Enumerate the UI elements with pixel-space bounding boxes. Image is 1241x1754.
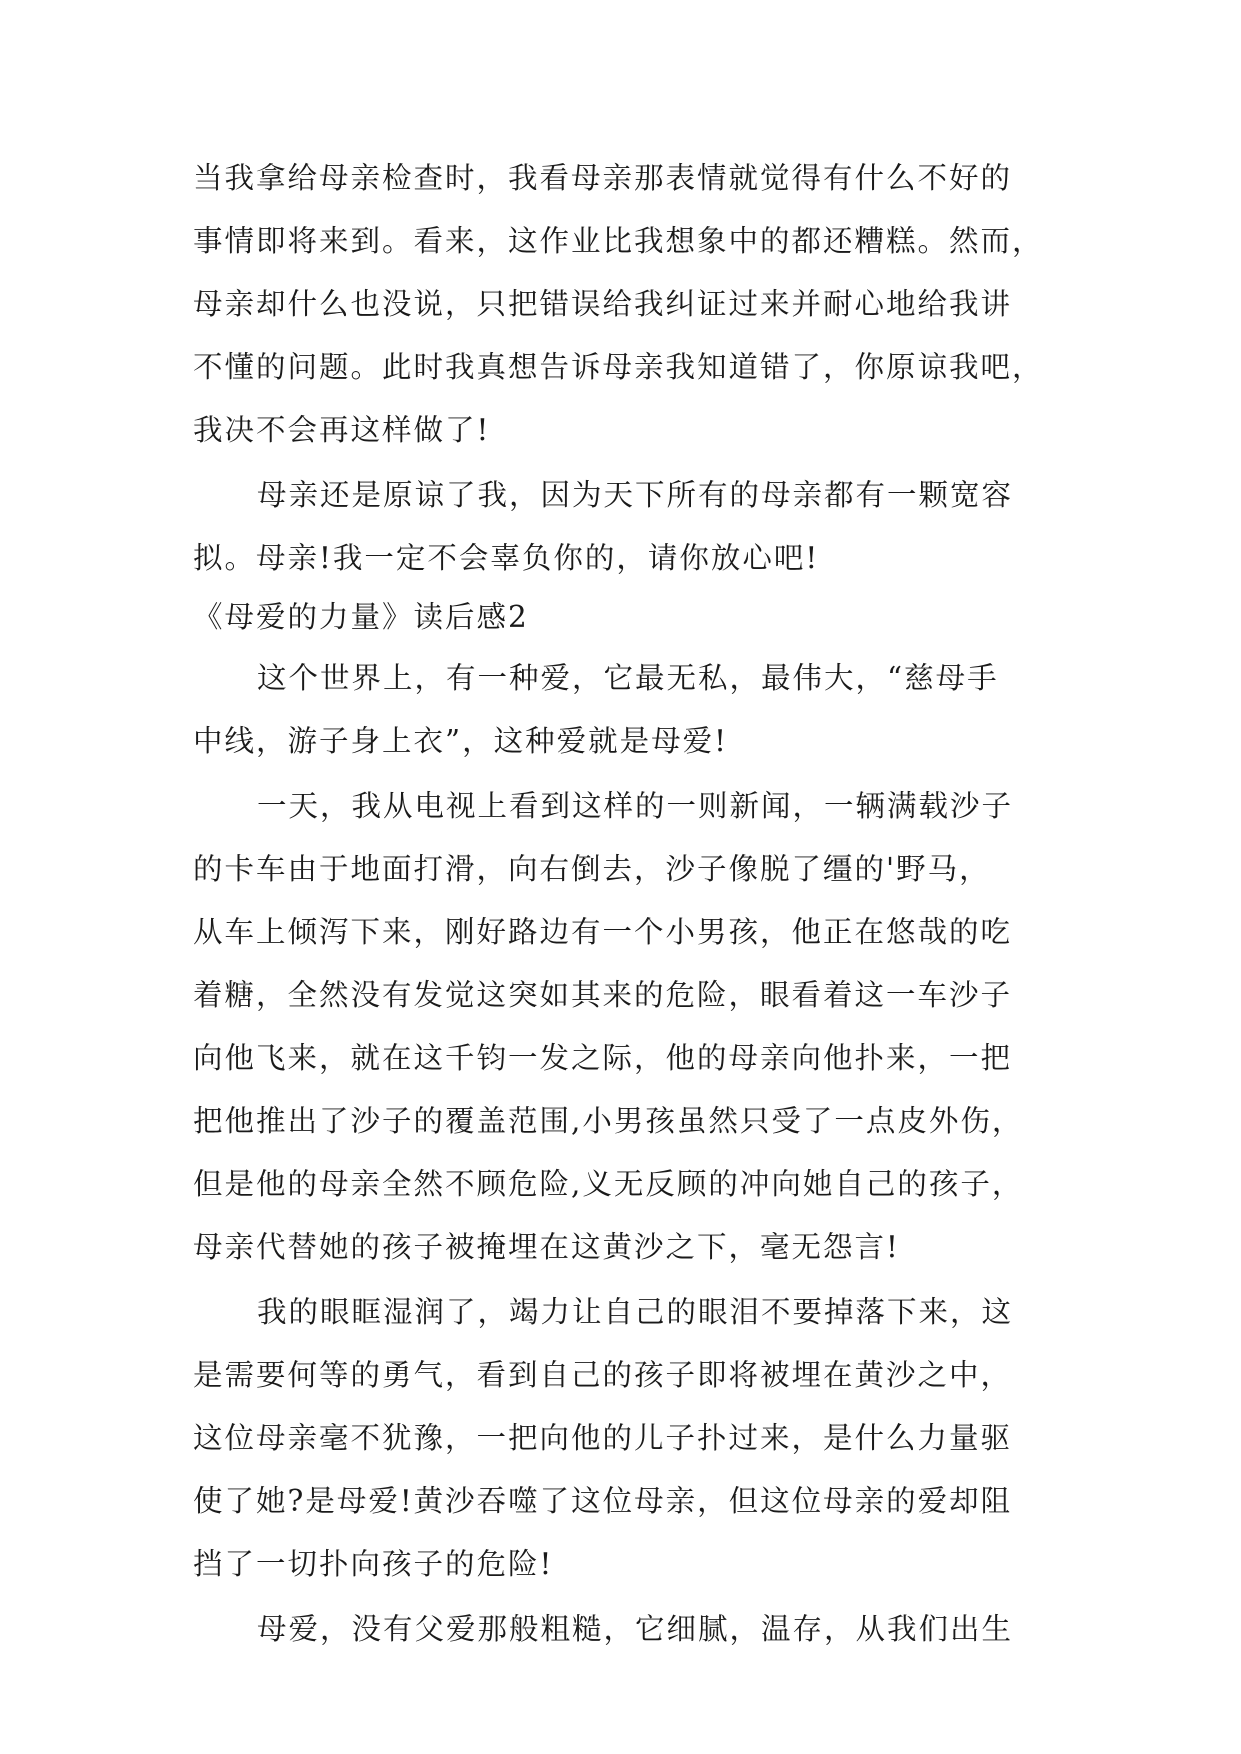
text-line: 母亲代替她的孩子被掩埋在这黄沙之下，毫无怨言!	[193, 1230, 900, 1264]
text-line: 拟。母亲!我一定不会辜负你的，请你放心吧!	[193, 541, 820, 575]
paragraph-first-line: 母亲还是原谅了我，因为天下所有的母亲都有一颗宽容	[257, 478, 1014, 512]
text-line: 从车上倾泻下来，刚好路边有一个小男孩，他正在悠哉的吃	[193, 915, 1013, 949]
text-line: 事情即将来到。看来，这作业比我想象中的都还糟糕。然而，	[193, 224, 1044, 258]
text-line: 不懂的问题。此时我真想告诉母亲我知道错了，你原谅我吧，	[193, 350, 1044, 384]
text-line: 挡了一切扑向孩子的危险!	[193, 1547, 554, 1581]
text-line: 是需要何等的勇气，看到自己的孩子即将被埋在黄沙之中，	[193, 1358, 1013, 1392]
text-line: 但是他的母亲全然不顾危险,义无反顾的冲向她自己的孩子，	[193, 1167, 1024, 1201]
text-line: 使了她?是母爱!黄沙吞噬了这位母亲，但这位母亲的爱却阻	[193, 1484, 1013, 1518]
text-line: 母亲却什么也没说，只把错误给我纠证过来并耐心地给我讲	[193, 287, 1013, 321]
text-line: 把他推出了沙子的覆盖范围,小男孩虽然只受了一点皮外伤，	[193, 1104, 1024, 1138]
paragraph-first-line: 我的眼眶湿润了，竭力让自己的眼泪不要掉落下来，这	[257, 1295, 1014, 1329]
text-line: 这位母亲毫不犹豫，一把向他的儿子扑过来，是什么力量驱	[193, 1421, 1013, 1455]
paragraph-first-line: 母爱，没有父爱那般粗糙，它细腻，温存，从我们出生	[257, 1612, 1014, 1646]
text-line: 着糖，全然没有发觉这突如其来的危险，眼看着这一车沙子	[193, 978, 1013, 1012]
text-line: 中线，游子身上衣”，这种爱就是母爱!	[193, 724, 728, 758]
text-line: 的卡车由于地面打滑，向右倒去，沙子像脱了缰的'野马，	[193, 852, 991, 886]
section-heading: 《母爱的力量》读后感2	[193, 600, 529, 634]
paragraph-first-line: 这个世界上，有一种爱，它最无私，最伟大，“慈母手	[257, 661, 999, 695]
text-line: 当我拿给母亲检查时，我看母亲那表情就觉得有什么不好的	[193, 161, 1013, 195]
text-line: 我决不会再这样做了!	[193, 413, 491, 447]
text-line: 向他飞来，就在这千钧一发之际，他的母亲向他扑来，一把	[193, 1041, 1013, 1075]
paragraph-first-line: 一天，我从电视上看到这样的一则新闻，一辆满载沙子	[257, 789, 1014, 823]
